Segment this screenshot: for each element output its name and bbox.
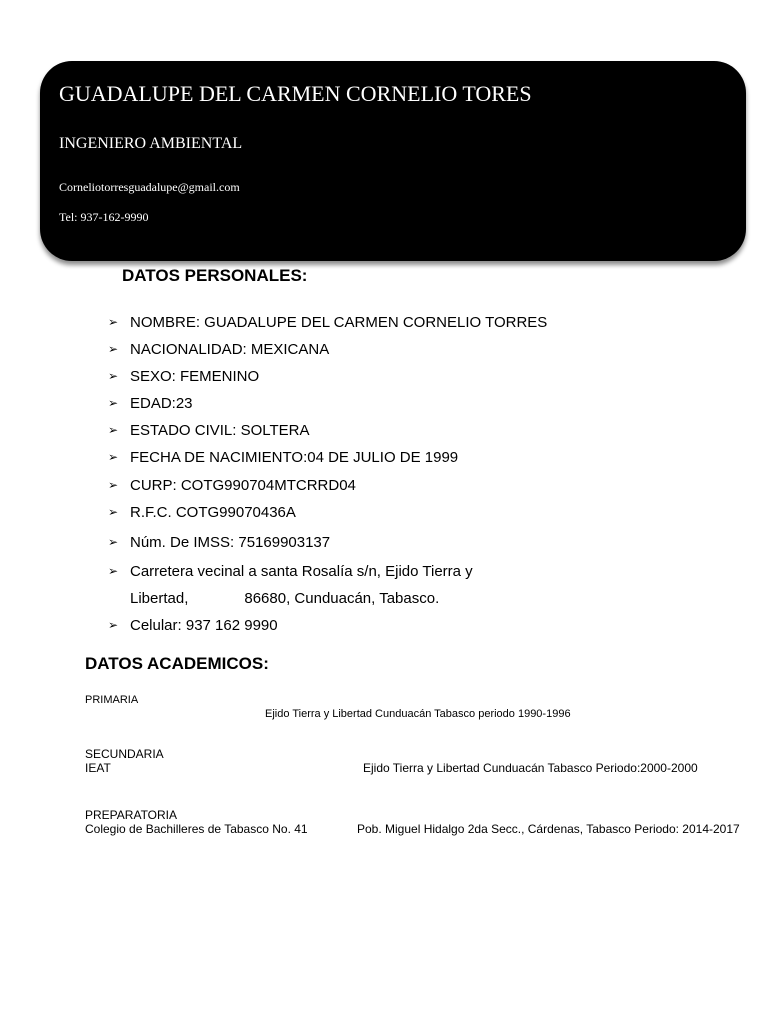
candidate-name: GUADALUPE DEL CARMEN CORNELIO TORES xyxy=(59,81,532,106)
list-item-text: R.F.C. COTG99070436A xyxy=(130,504,296,521)
arrowhead-bullet-icon: ➢ xyxy=(108,396,119,410)
list-item xyxy=(108,533,330,552)
list-item xyxy=(108,503,296,522)
list-item xyxy=(108,394,193,413)
candidate-profession: INGENIERO AMBIENTAL xyxy=(59,135,243,152)
secundaria-school: IEAT xyxy=(85,761,111,775)
list-item xyxy=(108,476,356,495)
arrowhead-bullet-icon: ➢ xyxy=(108,315,119,329)
secundaria-level: SECUNDARIA xyxy=(85,747,164,761)
list-item-text: CURP: COTG990704MTCRRD04 xyxy=(130,477,356,494)
address-zip-state: 86680, Cunduacán, Tabasco. xyxy=(244,590,440,607)
list-item xyxy=(108,367,259,386)
arrowhead-bullet-icon: ➢ xyxy=(108,369,119,383)
list-item-text: EDAD:23 xyxy=(130,395,193,412)
list-item-text: NACIONALIDAD: MEXICANA xyxy=(130,341,330,358)
arrowhead-bullet-icon: ➢ xyxy=(108,450,119,464)
preparatoria-level: PREPARATORIA xyxy=(85,808,178,822)
address-city: Libertad, xyxy=(130,590,189,607)
preparatoria-detail: Pob. Miguel Hidalgo 2da Secc., Cárdenas, Tabasco Periodo: 2014-2017 xyxy=(357,822,740,836)
list-item-text: Núm. De IMSS: 75169903137 xyxy=(130,534,331,551)
arrowhead-bullet-icon: ➢ xyxy=(108,342,119,356)
arrowhead-bullet-icon: ➢ xyxy=(108,618,119,632)
list-item-text: SEXO: FEMENINO xyxy=(130,368,260,385)
arrowhead-bullet-icon: ➢ xyxy=(108,505,119,519)
list-item-text: FECHA DE NACIMIENTO:04 DE JULIO DE 1999 xyxy=(130,449,459,466)
arrowhead-bullet-icon: ➢ xyxy=(108,564,119,578)
list-item xyxy=(108,562,473,581)
list-item xyxy=(108,421,310,440)
arrowhead-bullet-icon: ➢ xyxy=(108,535,119,549)
list-item xyxy=(108,448,458,467)
primaria-level: PRIMARIA xyxy=(85,694,139,706)
primaria-detail: Ejido Tierra y Libertad Cunduacán Tabasco periodo 1990-1996 xyxy=(265,708,571,720)
arrowhead-bullet-icon: ➢ xyxy=(108,478,119,492)
list-item xyxy=(108,616,278,635)
list-item xyxy=(108,313,547,332)
list-item-text: Celular: 937 162 9990 xyxy=(130,617,278,634)
list-item-text: ESTADO CIVIL: SOLTERA xyxy=(130,422,310,439)
academic-data-heading: DATOS ACADEMICOS: xyxy=(85,654,269,673)
list-item xyxy=(108,340,329,359)
list-item-text: Carretera vecinal a santa Rosalía s/n, Ejido Tierra y xyxy=(130,563,473,580)
secundaria-detail: Ejido Tierra y Libertad Cunduacán Tabasco Periodo:2000-2000 xyxy=(363,761,698,775)
candidate-email: Corneliotorresguadalupe@gmail.com xyxy=(59,180,240,194)
list-item-text: NOMBRE: GUADALUPE DEL CARMEN CORNELIO TORRES xyxy=(130,314,548,331)
arrowhead-bullet-icon: ➢ xyxy=(108,423,119,437)
preparatoria-school: Colegio de Bachilleres de Tabasco No. 41 xyxy=(85,822,308,836)
address-continuation xyxy=(130,590,439,608)
personal-data-heading: DATOS PERSONALES: xyxy=(122,266,308,285)
header-box xyxy=(40,61,746,261)
candidate-phone: Tel: 937-162-9990 xyxy=(59,210,149,224)
